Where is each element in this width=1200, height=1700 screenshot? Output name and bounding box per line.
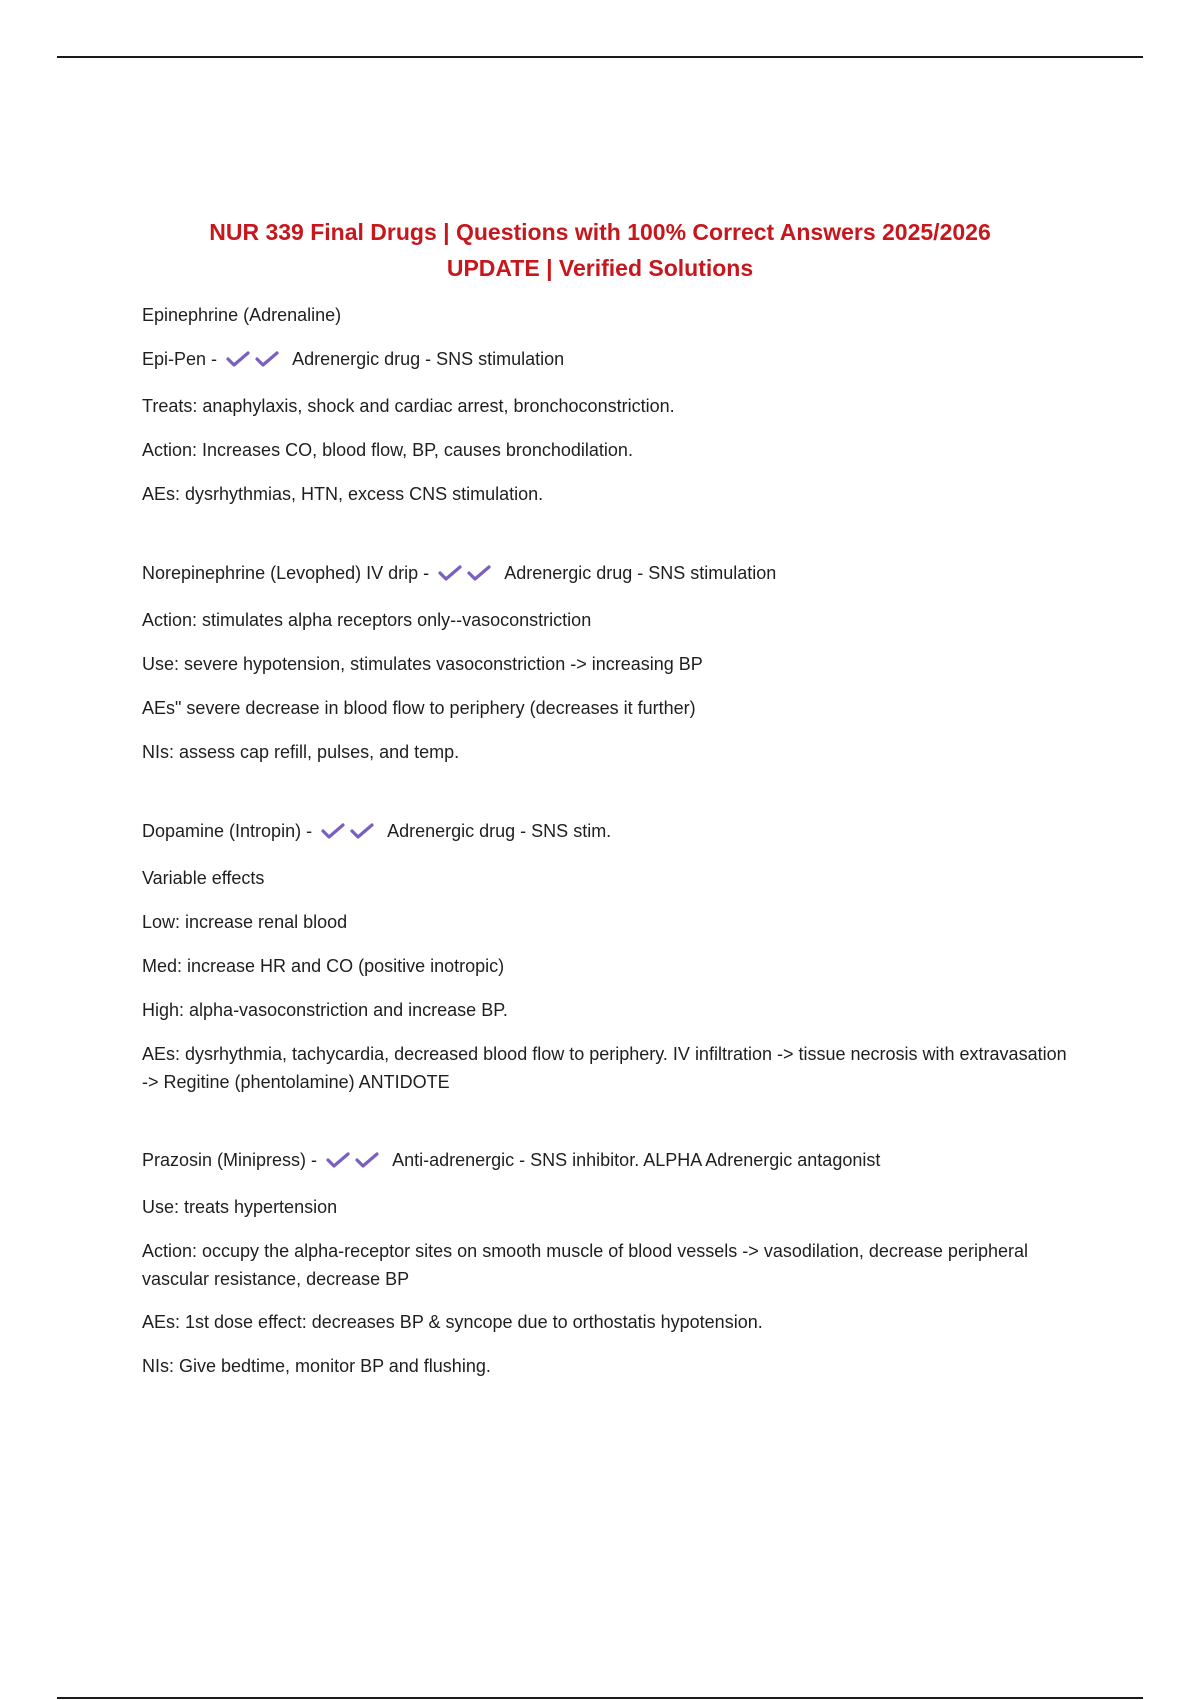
detail-line: AEs: 1st dose effect: decreases BP & syncope due to orthostatis hypotension. (142, 1312, 763, 1332)
detail-line: Action: stimulates alpha receptors only--vasoconstriction (142, 610, 592, 630)
qa-line (142, 345, 1072, 377)
check-icon (226, 350, 250, 368)
detail-line: AEs: dysrhythmia, tachycardia, decreased blood flow to periphery. IV infiltration -> tissue necrosis with extravasation -> Regitine (phentolamine) ANTIDOTE (142, 1044, 1067, 1092)
title-line-1: NUR 339 Final Drugs | Questions with 100% Correct Answers 2025/2026 (209, 219, 991, 245)
detail-line: Action: Increases CO, blood flow, BP, causes bronchodilation. (142, 440, 633, 460)
answer-text: Adrenergic drug - SNS stimulation (292, 349, 565, 369)
qa-line (142, 559, 1072, 591)
check-icon (438, 564, 462, 582)
detail-line: Treats: anaphylaxis, shock and cardiac arrest, bronchoconstriction. (142, 396, 675, 416)
check-icon (255, 350, 279, 368)
detail-line: AEs: dysrhythmias, HTN, excess CNS stimulation. (142, 484, 544, 504)
top-rule (57, 56, 1143, 58)
double-check-icon (438, 562, 496, 591)
detail-line: AEs" severe decrease in blood flow to periphery (decreases it further) (142, 698, 696, 718)
double-check-icon (321, 820, 379, 849)
double-check-icon (226, 348, 284, 377)
check-icon (321, 822, 345, 840)
title-line-2: UPDATE | Verified Solutions (446, 255, 754, 281)
detail-line: Low: increase renal blood (142, 912, 348, 932)
question-text: Dopamine (Intropin) - (142, 821, 313, 841)
section-dopamine (142, 817, 1072, 1096)
check-icon (350, 822, 374, 840)
detail-line: Variable effects (142, 868, 265, 888)
detail-line: NIs: assess cap refill, pulses, and temp. (142, 742, 460, 762)
detail-line: High: alpha-vasoconstriction and increase BP. (142, 1000, 508, 1020)
check-icon (355, 1151, 379, 1169)
qa-line (142, 1146, 1072, 1178)
detail-line: NIs: Give bedtime, monitor BP and flushing. (142, 1356, 491, 1376)
detail-line: Action: occupy the alpha-receptor sites on smooth muscle of blood vessels -> vasodilation, decrease peripheral vascular resistance, decrease BP (142, 1241, 1028, 1289)
detail-line: Use: treats hypertension (142, 1197, 338, 1217)
document-body (142, 301, 1072, 1431)
section-epinephrine (142, 301, 1072, 509)
bottom-rule (57, 1697, 1143, 1699)
question-text: Norepinephrine (Levophed) IV drip - (142, 563, 430, 583)
detail-line: Use: severe hypotension, stimulates vasoconstriction -> increasing BP (142, 654, 703, 674)
answer-text: Anti-adrenergic - SNS inhibitor. ALPHA Adrenergic antagonist (392, 1150, 881, 1170)
check-icon (326, 1151, 350, 1169)
detail-line: Med: increase HR and CO (positive inotropic) (142, 956, 505, 976)
section-heading: Epinephrine (Adrenaline) (142, 305, 342, 325)
qa-line (142, 817, 1072, 849)
section-norepinephrine (142, 559, 1072, 767)
question-text: Prazosin (Minipress) - (142, 1150, 318, 1170)
check-icon (467, 564, 491, 582)
answer-text: Adrenergic drug - SNS stimulation (504, 563, 777, 583)
double-check-icon (326, 1149, 384, 1178)
question-text: Epi-Pen - (142, 349, 218, 369)
answer-text: Adrenergic drug - SNS stim. (387, 821, 612, 841)
document-title (140, 214, 1060, 286)
section-prazosin (142, 1146, 1072, 1381)
